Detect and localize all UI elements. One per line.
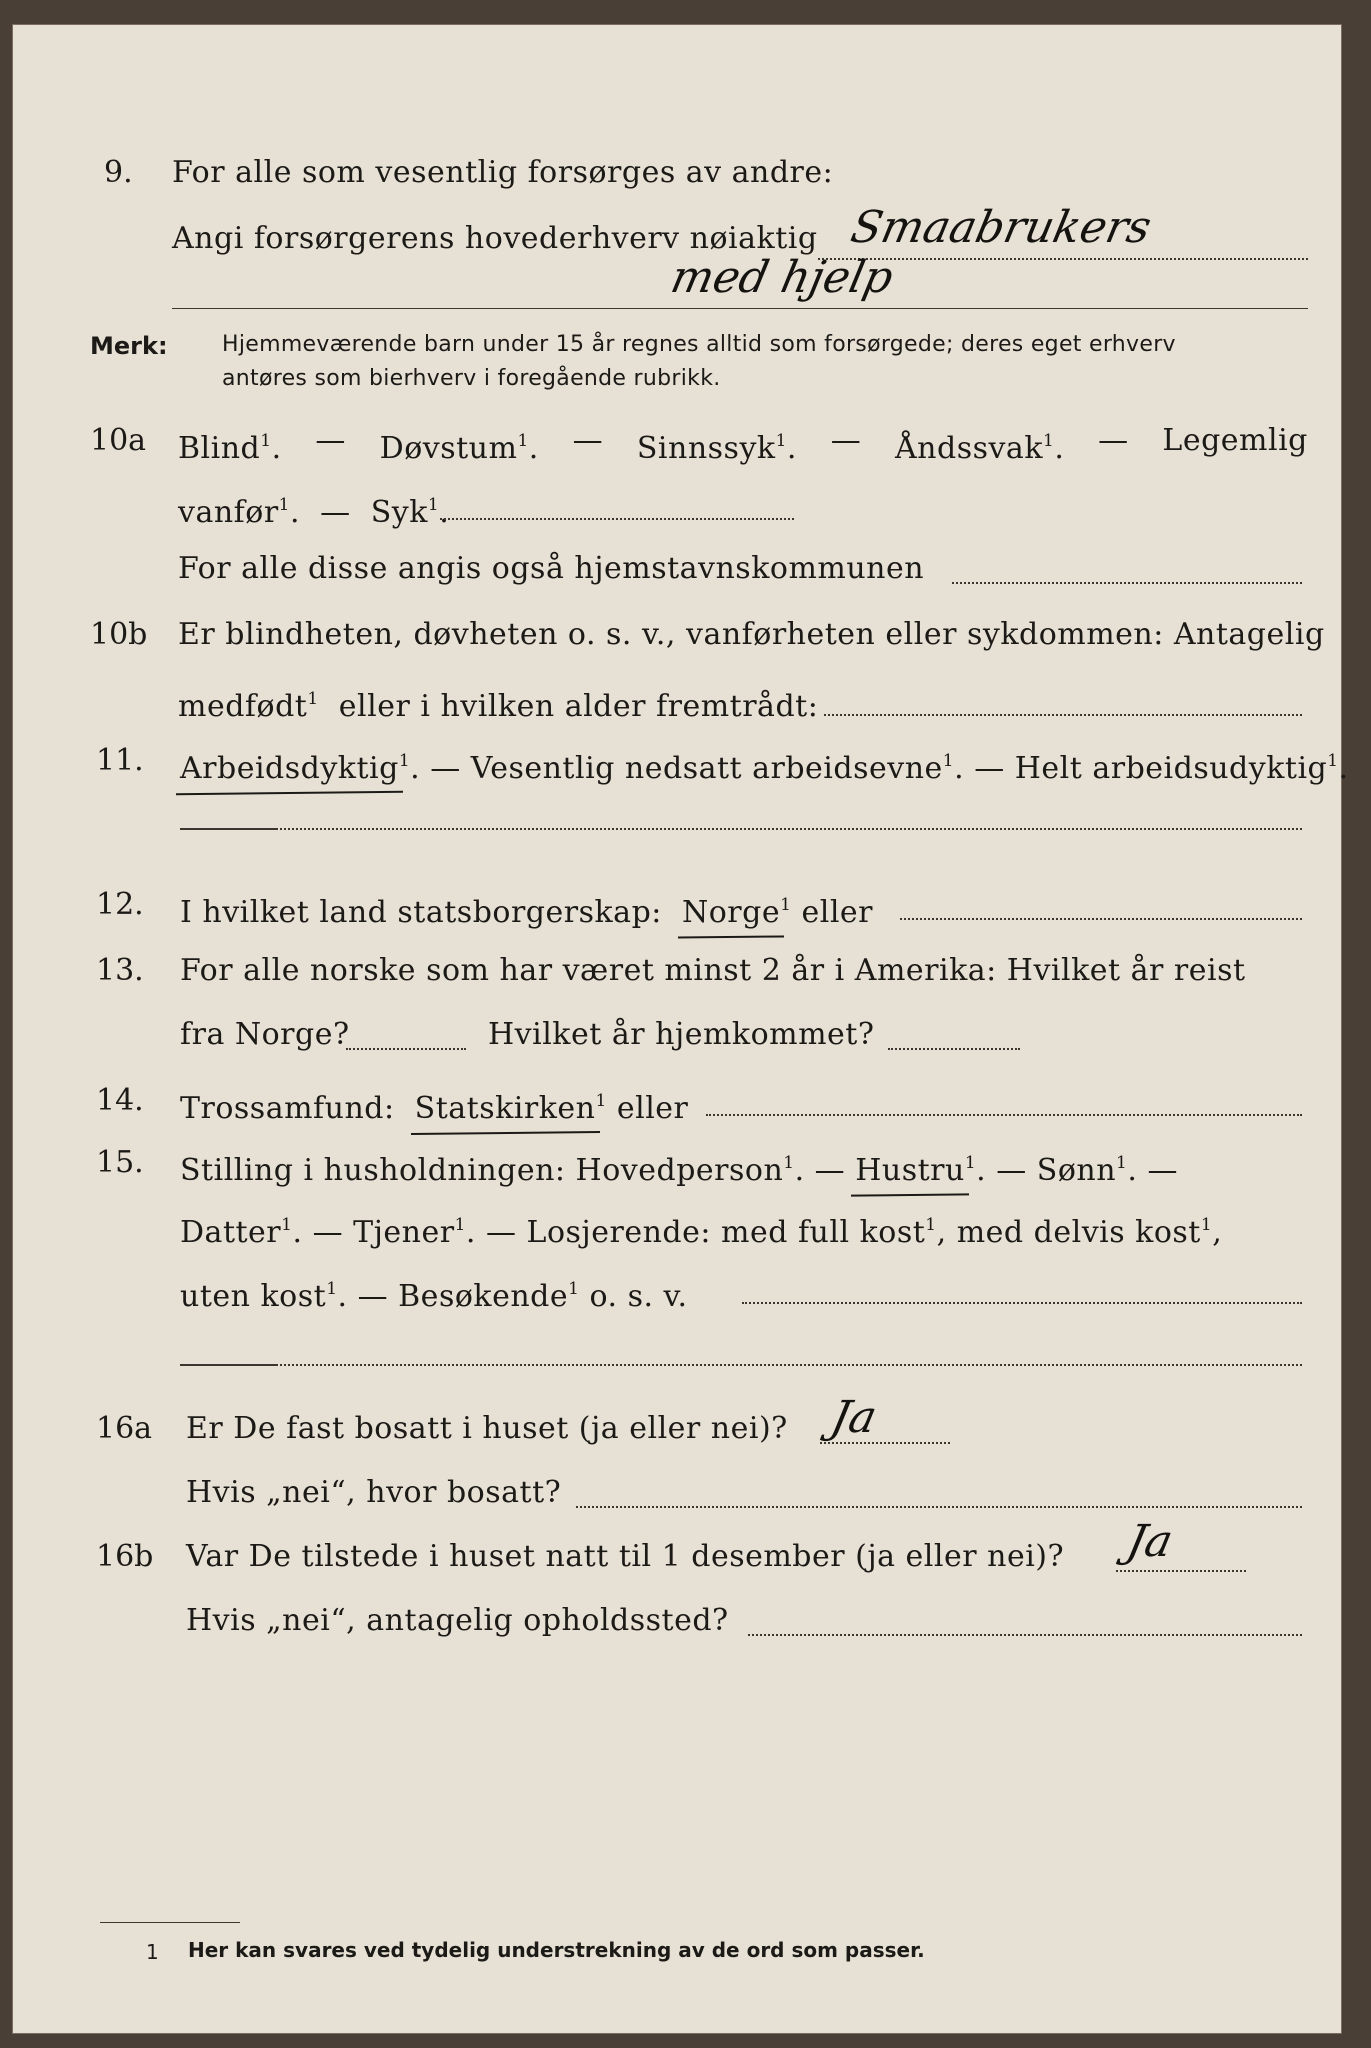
- footnote-mark: 1: [146, 1940, 159, 1964]
- q9-handwritten-answer-2: med hjelp: [666, 252, 898, 303]
- q16b-answer-line: [1116, 1570, 1246, 1572]
- q16a-line1: Er De fast bosatt i huset (ja eller nei)?: [186, 1411, 788, 1446]
- q10b-line1: Er blindheten, døvheten o. s. v., vanførheten eller sykdommen: Antagelig: [178, 617, 1325, 652]
- q10a-line1: Blind$^1$. — Døvstum$^1$. — Sinnssyk$^1$. — Åndssvak$^1$. — Legemlig: [178, 423, 1308, 466]
- q10b-number: 10b: [90, 617, 148, 652]
- footnote-divider: [100, 1922, 240, 1923]
- q11-rule-solid: [180, 828, 276, 830]
- census-form-page: [12, 24, 1349, 2034]
- q14-line: Trossamfund: Statskirken$^1$ eller: [180, 1091, 689, 1126]
- q9-line1: For alle som vesentlig forsørges av andre:: [172, 155, 834, 190]
- merk-line1: Hjemmeværende barn under 15 år regnes alltid som forsørgede; deres eget erhverv: [222, 332, 1176, 357]
- q13-fra-norge: fra Norge?: [180, 1017, 350, 1052]
- q10a-hjemstavn-answer-line: [952, 582, 1302, 584]
- footnote-text: Her kan svares ved tydelig understrekning av de ord som passer.: [188, 1938, 925, 1962]
- q9-answer-line2: [172, 308, 1308, 309]
- merk-label: Merk:: [90, 332, 168, 360]
- q11-line1: Arbeidsdyktig$^1$. — Vesentlig nedsatt arbeidsevne$^1$. — Helt arbeidsudyktig$^1$.: [180, 751, 1349, 786]
- q15-rule-solid: [180, 1364, 276, 1366]
- q10a-number: 10a: [90, 423, 147, 458]
- q12-norge-underlined: Norge: [681, 895, 781, 930]
- q10a-opt-sinnssyk: Sinnssyk$^1$.: [636, 431, 797, 466]
- q9-number: 9.: [104, 155, 133, 190]
- q15-answer-line2: [276, 1364, 1302, 1366]
- q13-hjem-answer-line: [888, 1048, 1020, 1050]
- q12-answer-line: [900, 918, 1302, 920]
- q16b-handwritten-answer: Ja: [1122, 1516, 1178, 1567]
- q14-number: 14.: [96, 1083, 144, 1118]
- q13-line1: For alle norske som har været minst 2 år i Amerika: Hvilket år reist: [180, 953, 1246, 988]
- q10a-line2: vanfør$^1$. — Syk$^1$.: [178, 495, 450, 530]
- q15-hustru-underlined: Hustru: [855, 1153, 965, 1188]
- q16a-number: 16a: [96, 1411, 153, 1446]
- q16a-line2: Hvis „nei“, hvor bosatt?: [186, 1475, 562, 1510]
- q11-opt-arbeidsdyktig-underlined: Arbeidsdyktig: [180, 751, 399, 786]
- q14-answer-line: [706, 1114, 1302, 1116]
- q10a-opt-legemlig: Legemlig: [1162, 423, 1308, 458]
- q10b-answer-line: [824, 714, 1302, 716]
- q10a-line3: For alle disse angis også hjemstavnskommunen: [178, 551, 925, 586]
- q16a-bosatt-answer-line: [576, 1506, 1302, 1508]
- q11-answer-line: [276, 828, 1302, 830]
- q10a-opt-andssvak: Åndssvak$^1$.: [895, 431, 1065, 466]
- q16b-number: 16b: [96, 1539, 154, 1574]
- q10a-opt-dovstum: Døvstum$^1$.: [379, 431, 539, 466]
- q16a-answer-line: [820, 1442, 950, 1444]
- q15-answer-line: [742, 1302, 1302, 1304]
- q15-number: 15.: [96, 1145, 144, 1180]
- q15-line1: Stilling i husholdningen: Hovedperson$^1$. — Hustru$^1$. — Sønn$^1$. —: [180, 1153, 1178, 1188]
- q11-number: 11.: [96, 743, 144, 778]
- q16b-line1: Var De tilstede i huset natt til 1 desember (ja eller nei)?: [186, 1539, 1065, 1574]
- q12-number: 12.: [96, 887, 144, 922]
- merk-line2: antøres som bierhverv i foregående rubrikk.: [222, 366, 721, 391]
- q14-statskirken-underlined: Statskirken: [414, 1091, 596, 1126]
- q12-line: I hvilket land statsborgerskap: Norge$^1$ eller: [180, 895, 874, 930]
- q15-line2: Datter$^1$. — Tjener$^1$. — Losjerende: med full kost$^1$, med delvis kost$^1$,: [180, 1215, 1223, 1250]
- q10a-opt-blind: Blind$^1$.: [178, 431, 282, 466]
- q10b-line2: medfødt$^1$ eller i hvilken alder fremtrådt:: [178, 689, 819, 724]
- q9-line2: Angi forsørgerens hovederhverv nøiaktig: [172, 221, 818, 256]
- q16b-line2: Hvis „nei“, antagelig opholdssted?: [186, 1603, 729, 1638]
- q9-handwritten-answer-1: Smaabrukers: [846, 202, 1156, 253]
- q10a-syk-answer-line: [440, 518, 794, 520]
- q13-fra-answer-line: [346, 1048, 466, 1050]
- q15-line3: uten kost$^1$. — Besøkende$^1$ o. s. v.: [180, 1279, 688, 1314]
- q13-hjemkommet: Hvilket år hjemkommet?: [488, 1017, 875, 1052]
- q13-number: 13.: [96, 953, 144, 988]
- q16a-handwritten-answer: Ja: [826, 1392, 882, 1443]
- q16b-opholdssted-answer-line: [748, 1634, 1302, 1636]
